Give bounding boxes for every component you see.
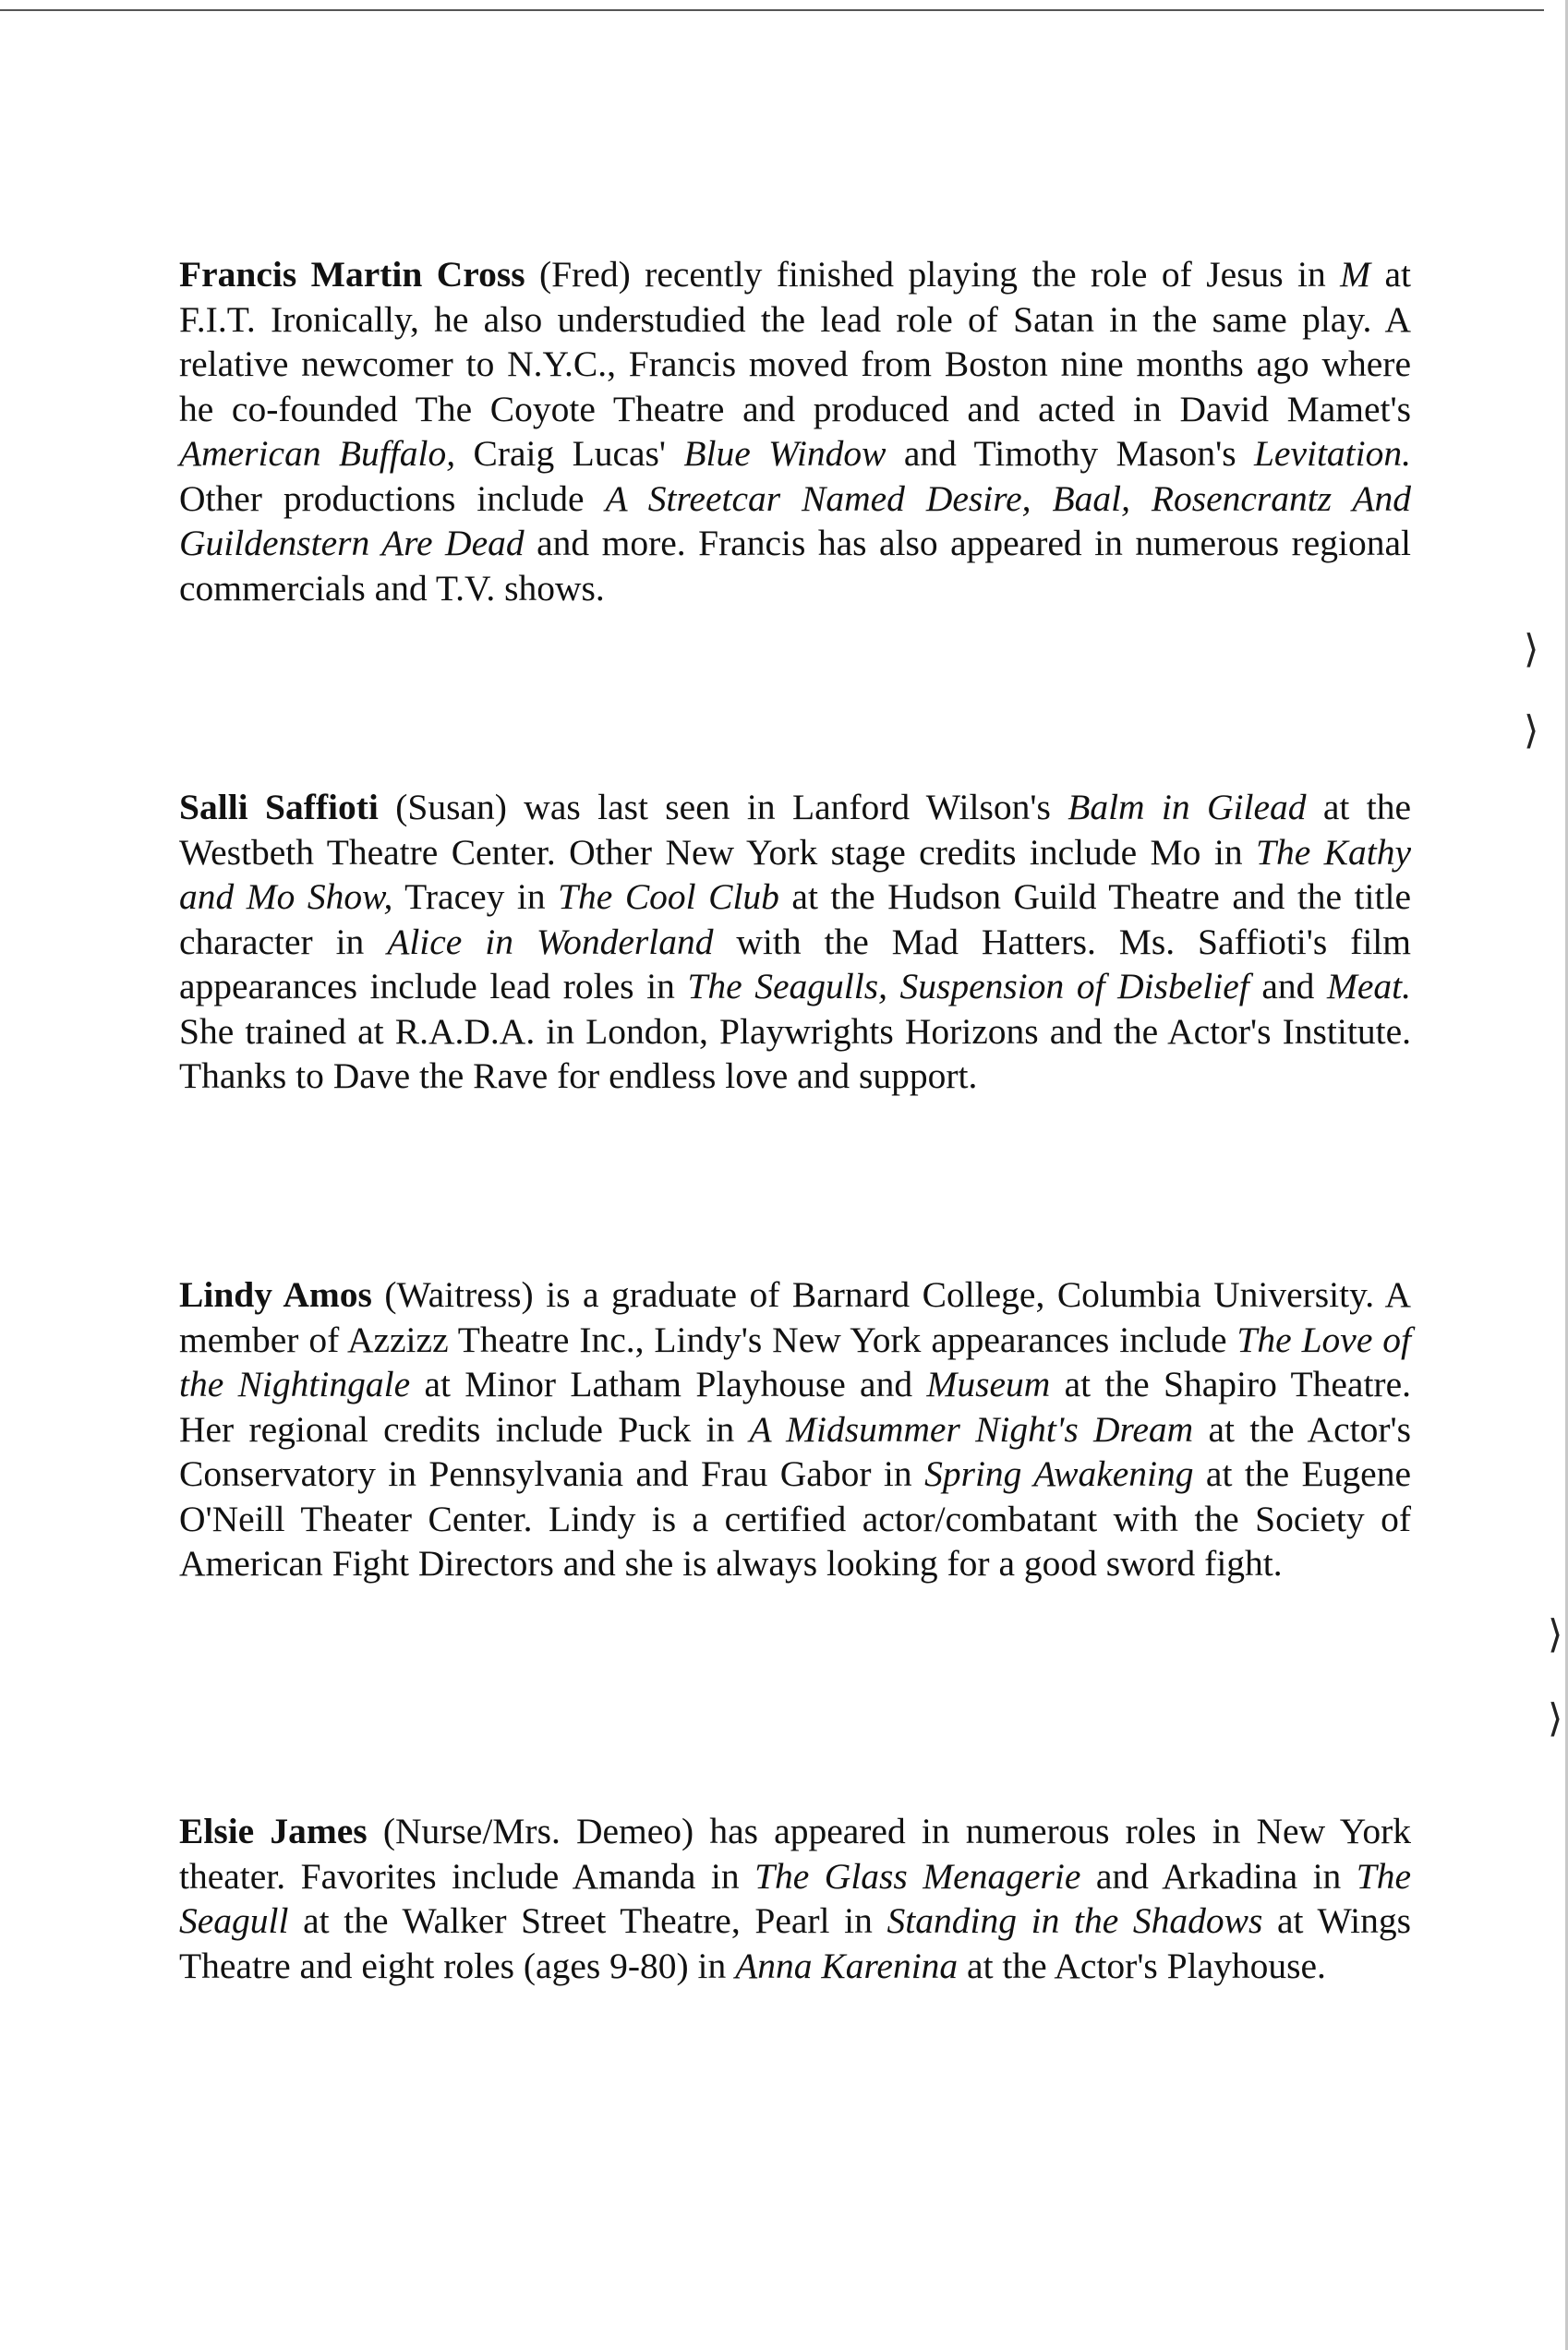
- actor-name: Lindy Amos: [179, 1274, 372, 1315]
- bio-text-run: with the Mad Hatters. Ms. Saffioti's film appearances include lead roles in: [179, 921, 1411, 1006]
- bio-text-run: (Waitress) is a graduate of Barnard College, Columbia University. A member of Azzizz Theatre Inc., Lindy's New York appearances include: [179, 1274, 1412, 1360]
- bio-lindy-amos: [179, 1272, 1411, 1586]
- italic-title: Anna Karenina: [735, 1945, 959, 1986]
- bio-text-run: at the Hudson Guild Theatre and the title character in: [179, 876, 1411, 962]
- bio-text-run: (Susan) was last seen in Lanford Wilson's: [395, 787, 1068, 827]
- bio-text-run: at Minor Latham Playhouse and: [410, 1364, 927, 1404]
- top-rule: [0, 9, 1544, 11]
- italic-title: Levitation.: [1253, 433, 1411, 474]
- binding-mark: ⟩: [1548, 1611, 1563, 1657]
- bio-text-run: at the Actor's Conservatory in Pennsylvania and Frau Gabor in: [179, 1408, 1411, 1494]
- binding-mark: ⟩: [1524, 707, 1539, 753]
- italic-title: The Kathy and Mo Show,: [179, 831, 1411, 917]
- italic-title: A Midsummer Night's Dream: [749, 1408, 1194, 1450]
- binding-mark: ⟩: [1524, 626, 1539, 671]
- bio-text-run: and: [1248, 966, 1327, 1006]
- bio-francis-martin-cross: [179, 252, 1411, 610]
- italic-title: American Buffalo,: [179, 433, 456, 474]
- actor-name: Francis Martin Cross: [179, 254, 525, 295]
- binding-mark: ⟩: [1548, 1695, 1563, 1741]
- actor-name: Elsie James: [179, 1811, 368, 1851]
- bio-text: [179, 1274, 1411, 1584]
- italic-title: The Glass Menagerie: [754, 1855, 1081, 1897]
- bio-elsie-james: [179, 1809, 1411, 1988]
- bio-text-run: Tracey in: [392, 876, 559, 917]
- italic-title: The Seagull: [179, 1855, 1412, 1941]
- bio-text-run: at the Shapiro Theatre. Her regional credits include Puck in: [179, 1364, 1411, 1450]
- bio-text-run: at the Walker Street Theatre, Pearl in: [288, 1900, 887, 1941]
- italic-title: Museum: [926, 1364, 1051, 1404]
- bio-text: [179, 254, 1411, 609]
- bio-text-run: (Nurse/Mrs. Demeo) has appeared in numerous roles in New York theater. Favorites include Amanda in: [179, 1811, 1412, 1897]
- bio-text-run: at the Eugene O'Neill Theater Center. Lindy is a certified actor/combatant with the Society of American Fight Directors and she is always looking for a good sword fight.: [179, 1453, 1411, 1584]
- bio-text-run: and Timothy Mason's: [886, 433, 1254, 474]
- bio-text-run: She trained at R.A.D.A. in London, Playwrights Horizons and the Actor's Institute. Thanks to Dave the Rave for endless love and support.: [179, 1010, 1411, 1096]
- italic-title: Meat.: [1326, 966, 1411, 1006]
- italic-title: The Cool Club: [558, 876, 779, 917]
- bio-text-run: and Arkadina in: [1080, 1855, 1357, 1897]
- bio-text-run: at the Actor's Playhouse.: [958, 1945, 1326, 1986]
- italic-title: Standing in the Shadows: [887, 1900, 1263, 1941]
- bio-salli-saffioti: [179, 785, 1411, 1099]
- italic-title: A Streetcar Named Desire, Baal, Rosencrantz And Guildenstern Are Dead: [179, 477, 1411, 563]
- bio-text-run: Other productions include: [179, 477, 606, 519]
- italic-title: The Seagulls, Suspension of Disbelief: [687, 966, 1249, 1006]
- bio-text-run: at F.I.T. Ironically, he also understudied the lead role of Satan in the same play. A relative newcomer to N.Y.C., Francis moved from Boston nine months ago where he co-founded The Coyote Theatre and produced and acted in David Mamet's: [179, 254, 1412, 429]
- bio-text-run: at Wings Theatre and eight roles (ages 9-80) in: [179, 1900, 1411, 1986]
- bio-text-run: at the Westbeth Theatre Center. Other New York stage credits include Mo in: [179, 787, 1412, 873]
- actor-name: Salli Saffioti: [179, 787, 379, 827]
- italic-title: M: [1340, 254, 1371, 295]
- italic-title: Blue Window: [683, 433, 887, 474]
- italic-title: The Love of the Nightingale: [179, 1319, 1411, 1404]
- italic-title: Balm in Gilead: [1067, 787, 1307, 827]
- bio-text-run: Craig Lucas': [455, 433, 684, 474]
- bio-text: [179, 787, 1411, 1096]
- italic-title: Spring Awakening: [924, 1453, 1194, 1494]
- italic-title: Alice in Wonderland: [387, 921, 714, 962]
- bio-text-run: (Fred) recently finished playing the role of Jesus in: [539, 254, 1341, 295]
- bio-text-run: and more. Francis has also appeared in numerous regional commercials and T.V. shows.: [179, 523, 1411, 609]
